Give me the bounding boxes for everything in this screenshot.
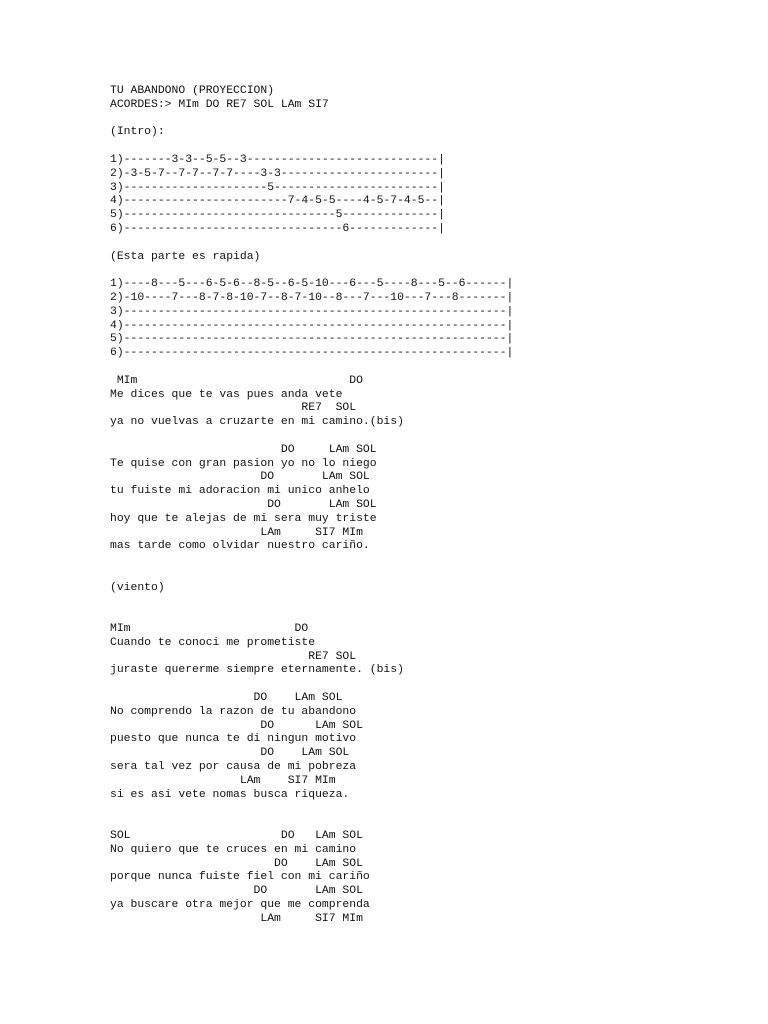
text-line: TU ABANDONO (PROYECCION)	[110, 85, 275, 97]
text-line	[110, 430, 760, 444]
text-line: DO LAm SOL	[110, 692, 343, 705]
text-line	[110, 609, 760, 623]
text-line: juraste quererme siempre eternamente. (bis)	[110, 664, 404, 677]
text-line: 6)--------------------------------------------------------|	[110, 347, 514, 360]
text-line: DO LAm SOL	[110, 885, 363, 898]
text-line: (viento)	[110, 581, 165, 594]
text-line	[110, 361, 760, 375]
text-line: 2)-3-5-7--7-7--7-7----3-3-----------------------|	[110, 167, 445, 180]
text-line: 4)------------------------7-4-5-5----4-5-7-4-5--|	[110, 195, 445, 208]
text-line: 6)--------------------------------6-------------|	[110, 222, 445, 235]
text-line: No comprendo la razon de tu abandono	[110, 705, 357, 718]
text-line: ya no vuelvas a cruzarte en mi camino.(bis)	[110, 416, 404, 429]
text-line: (Esta parte es rapida)	[110, 250, 261, 263]
text-line: Te quise con gran pasion yo no lo niego	[110, 457, 377, 470]
text-line: sera tal vez por causa de mi pobreza	[110, 761, 357, 774]
text-line	[110, 816, 760, 830]
text-line: porque nunca fuiste fiel con mi cariño	[110, 871, 370, 884]
text-line: puesto que nunca te di ningun motivo	[110, 733, 357, 746]
text-line: MIm DO	[110, 623, 309, 636]
text-line: mas tarde como olvidar nuestro cariño.	[110, 540, 370, 553]
text-line: DO LAm SOL	[110, 857, 363, 870]
text-line: ACORDES:> MIm DO RE7 SOL LAm SI7	[110, 98, 329, 111]
text-line: DO LAm SOL	[110, 498, 377, 511]
text-line: si es asi vete nomas busca riqueza.	[110, 788, 350, 801]
text-line: (Intro):	[110, 126, 165, 139]
text-line	[110, 595, 760, 609]
text-line: tu fuiste mi adoracion mi unico anhelo	[110, 485, 370, 498]
text-line	[110, 568, 760, 582]
text-line: DO LAm SOL	[110, 747, 350, 760]
text-line: 1)----8---5---6-5-6--8-5--6-5-10---6---5----8---5--6------|	[110, 278, 514, 291]
text-line	[110, 802, 760, 816]
text-line: 3)--------------------------------------------------------|	[110, 305, 514, 318]
text-line: 5)--------------------------------------------------------|	[110, 333, 514, 346]
text-line	[110, 237, 760, 251]
text-line: LAm SI7 MIm	[110, 526, 363, 539]
text-line: 1)-------3-3--5-5--3----------------------------|	[110, 153, 445, 166]
text-line: SOL DO LAm SOL	[110, 830, 363, 843]
text-line	[110, 678, 760, 692]
text-line: ya buscare otra mejor que me comprenda	[110, 899, 370, 912]
text-line: DO LAm SOL	[110, 471, 370, 484]
text-line	[110, 554, 760, 568]
text-line	[110, 264, 760, 278]
text-line: 2)-10----7---8-7-8-10-7--8-7-10--8---7---10---7---8-------|	[110, 291, 514, 304]
text-line: DO LAm SOL	[110, 719, 363, 732]
text-line: RE7 SOL	[110, 402, 357, 415]
text-line	[110, 140, 760, 154]
text-line: 3)---------------------5------------------------|	[110, 181, 445, 194]
text-line: 5)-------------------------------5--------------|	[110, 209, 445, 222]
text-line: No quiero que te cruces en mi camino	[110, 843, 357, 856]
text-line	[110, 113, 760, 127]
text-line: hoy que te alejas de mi sera muy triste	[110, 512, 377, 525]
text-line: LAm SI7 MIm	[110, 912, 363, 925]
text-line: 4)--------------------------------------------------------|	[110, 319, 514, 332]
text-line: LAm SI7 MIm	[110, 774, 336, 787]
text-line: DO LAm SOL	[110, 443, 377, 456]
text-line: Me dices que te vas pues anda vete	[110, 388, 343, 401]
song-document	[110, 85, 760, 927]
text-line: Cuando te conoci me prometiste	[110, 636, 316, 649]
text-line: MIm DO	[110, 374, 363, 387]
text-line: RE7 SOL	[110, 650, 357, 663]
